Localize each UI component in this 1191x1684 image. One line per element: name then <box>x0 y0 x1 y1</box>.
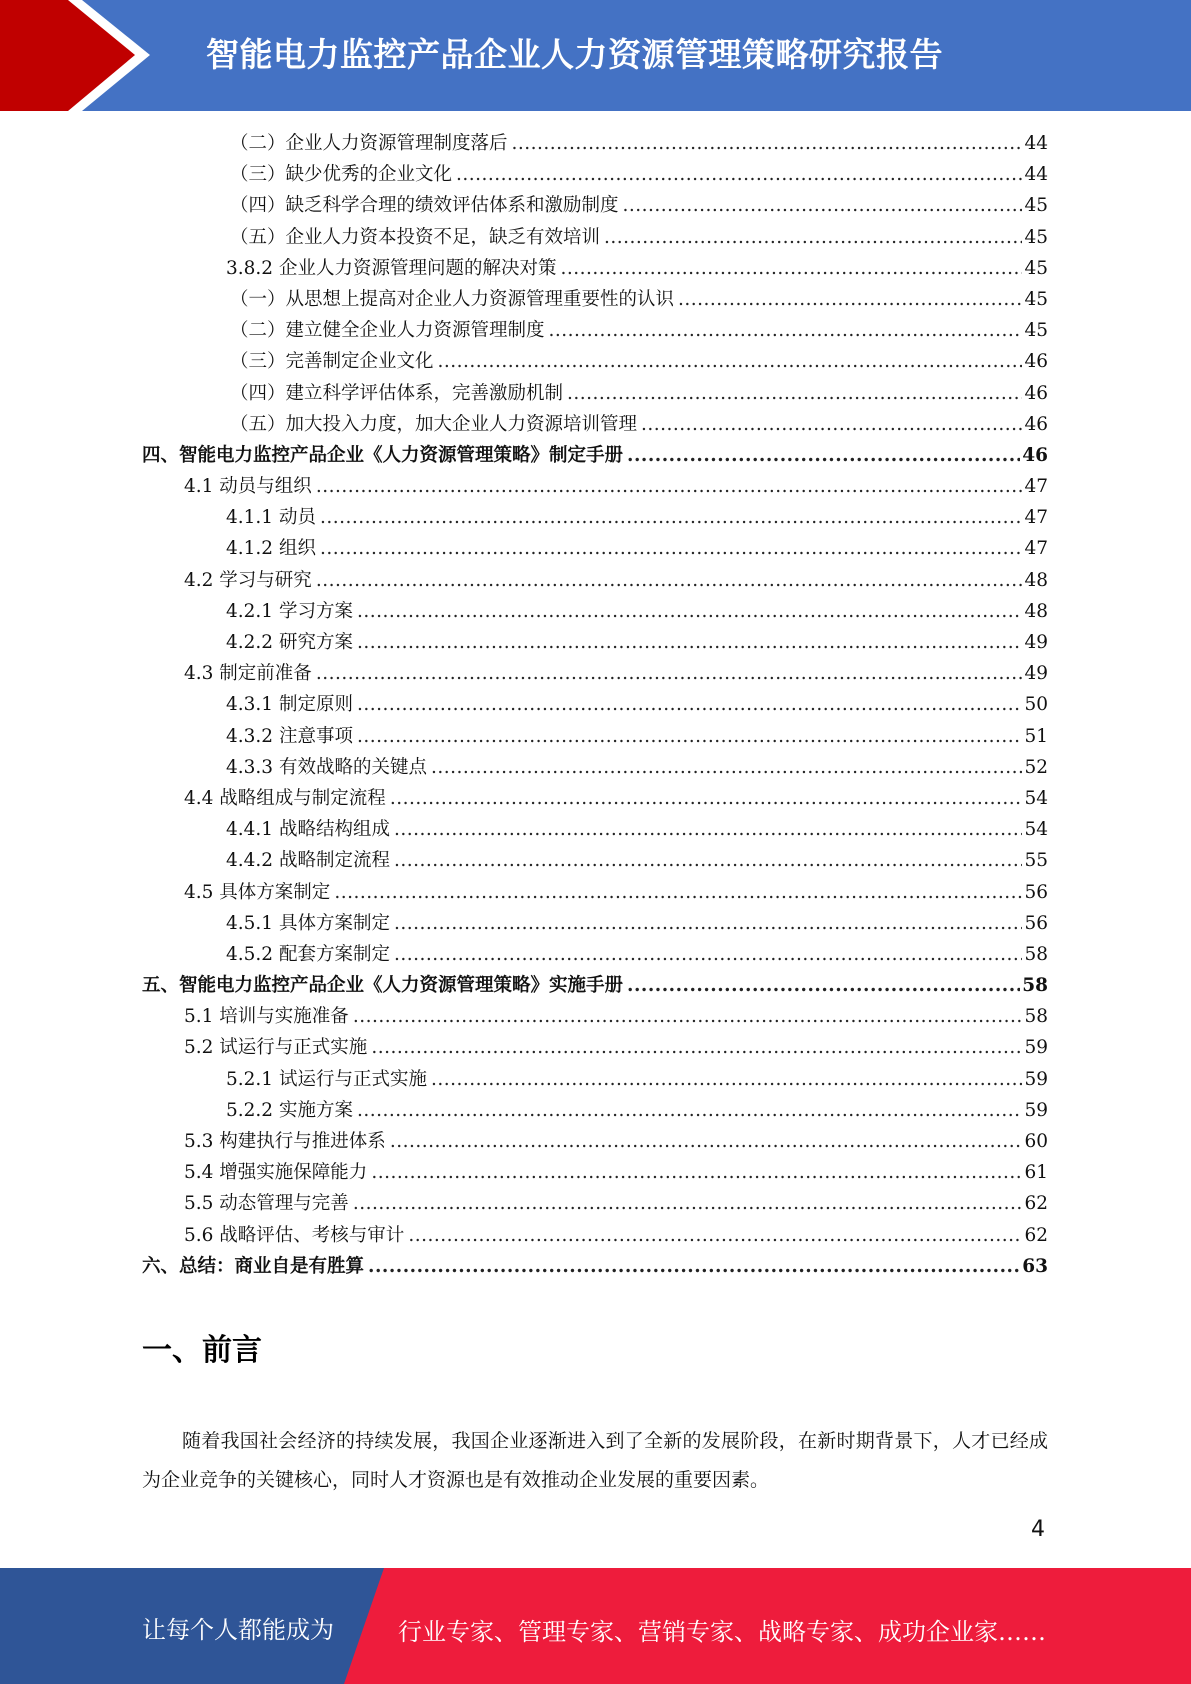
toc-entry-page: 50 <box>1024 694 1048 716</box>
toc-leader-dots <box>438 346 1023 377</box>
toc-entry-page: 45 <box>1024 320 1048 342</box>
toc-entry-title: （三）缺少优秀的企业文化 <box>230 164 453 186</box>
toc-entry-title: 4.5.1 具体方案制定 <box>226 912 390 934</box>
toc-leader-dots <box>368 1251 1020 1282</box>
toc-entry-page: 55 <box>1024 850 1048 872</box>
toc-entry-title: 3.8.2 企业人力资源管理问题的解决对策 <box>226 257 557 279</box>
toc-entry-page: 46 <box>1024 413 1048 435</box>
section-heading: 一、前言 <box>142 1333 262 1368</box>
toc-entry[interactable] <box>142 1001 1048 1032</box>
toc-entry[interactable] <box>142 627 1048 658</box>
toc-entry[interactable] <box>142 1188 1048 1219</box>
toc-entry-page: 60 <box>1024 1131 1048 1152</box>
toc-leader-dots <box>627 970 1020 1001</box>
toc-entry[interactable] <box>142 1032 1048 1063</box>
toc-leader-dots <box>371 1032 1022 1063</box>
toc-entry-page: 54 <box>1024 819 1048 841</box>
toc-entry[interactable] <box>142 814 1048 845</box>
toc-entry-page: 56 <box>1024 881 1048 903</box>
toc-leader-dots <box>353 1188 1023 1219</box>
toc-entry-page: 59 <box>1024 1068 1048 1090</box>
table-of-contents <box>142 128 1048 1282</box>
toc-entry-title: （一）从思想上提高对企业人力资源管理重要性的认识 <box>230 288 675 310</box>
toc-entry-page: 56 <box>1024 912 1048 934</box>
toc-entry[interactable] <box>142 502 1048 533</box>
toc-entry-title: 4.1.2 组织 <box>226 538 316 560</box>
toc-entry[interactable] <box>142 908 1048 939</box>
toc-entry-title: 4.3.2 注意事项 <box>226 725 353 747</box>
toc-entry-title: 5.2 试运行与正式实施 <box>184 1037 368 1059</box>
toc-leader-dots <box>604 222 1022 253</box>
toc-entry[interactable] <box>142 1064 1048 1095</box>
toc-entry[interactable] <box>142 1157 1048 1188</box>
toc-entry[interactable] <box>142 565 1048 596</box>
toc-leader-dots <box>408 1220 1022 1251</box>
toc-leader-dots <box>623 190 1023 221</box>
header-chevron-icon <box>0 0 140 111</box>
toc-entry-page: 49 <box>1024 632 1048 653</box>
toc-leader-dots <box>357 596 1023 627</box>
toc-entry[interactable] <box>142 752 1048 783</box>
toc-leader-dots <box>316 471 1023 502</box>
toc-entry-title: 5.4 增强实施保障能力 <box>184 1162 368 1184</box>
toc-entry[interactable] <box>142 533 1048 564</box>
toc-entry-page: 48 <box>1024 600 1048 622</box>
toc-entry-title: 4.2.2 研究方案 <box>226 632 353 653</box>
toc-entry[interactable] <box>142 253 1048 284</box>
toc-leader-dots <box>567 378 1022 409</box>
footer-slogan-right: 行业专家、管理专家、营销专家、战略专家、成功企业家…… <box>398 1618 1046 1646</box>
toc-entry-title: 4.3.3 有效战略的关键点 <box>226 756 427 778</box>
toc-entry-title: 5.6 战略评估、考核与审计 <box>184 1224 405 1246</box>
toc-entry[interactable] <box>142 1220 1048 1251</box>
toc-leader-dots <box>641 409 1022 440</box>
toc-entry-page: 59 <box>1024 1037 1048 1059</box>
toc-entry[interactable] <box>142 1126 1048 1157</box>
toc-entry-title: 4.3.1 制定原则 <box>226 694 353 716</box>
toc-entry-title: 四、智能电力监控产品企业《人力资源管理策略》制定手册 <box>142 444 624 466</box>
toc-entry-title: 4.1 动员与组织 <box>184 476 312 498</box>
toc-leader-dots <box>357 1095 1023 1126</box>
toc-entry-title: 4.4.1 战略结构组成 <box>226 819 390 841</box>
toc-leader-dots <box>357 689 1023 720</box>
toc-entry-page: 45 <box>1024 195 1048 217</box>
toc-entry-page: 45 <box>1024 288 1048 310</box>
toc-entry-title: 4.3 制定前准备 <box>184 663 312 685</box>
toc-entry-page: 46 <box>1022 444 1048 466</box>
toc-entry-title: 五、智能电力监控产品企业《人力资源管理策略》实施手册 <box>142 975 624 997</box>
toc-entry-page: 54 <box>1024 787 1048 809</box>
toc-entry-page: 51 <box>1024 725 1048 747</box>
toc-leader-dots <box>320 533 1023 564</box>
toc-entry-title: 4.4.2 战略制定流程 <box>226 850 390 872</box>
toc-leader-dots <box>549 315 1023 346</box>
toc-leader-dots <box>371 1157 1022 1188</box>
toc-entry-page: 44 <box>1024 164 1048 186</box>
toc-entry-title: 六、总结：商业自是有胜算 <box>142 1255 365 1277</box>
toc-leader-dots <box>334 877 1022 908</box>
toc-entry[interactable] <box>142 284 1048 315</box>
toc-entry[interactable] <box>142 222 1048 253</box>
toc-entry-title: 5.1 培训与实施准备 <box>184 1006 349 1028</box>
toc-leader-dots <box>394 845 1022 876</box>
toc-entry-title: （二）企业人力资源管理制度落后 <box>230 133 508 154</box>
toc-entry-page: 49 <box>1024 663 1048 685</box>
toc-entry[interactable] <box>142 721 1048 752</box>
page-footer <box>0 1568 1191 1684</box>
toc-entry-page: 45 <box>1024 257 1048 279</box>
toc-entry-title: 5.2.2 实施方案 <box>226 1099 353 1121</box>
toc-entry-page: 47 <box>1024 476 1048 498</box>
toc-entry-page: 58 <box>1024 943 1048 965</box>
toc-entry[interactable] <box>142 471 1048 502</box>
toc-leader-dots <box>357 627 1023 658</box>
toc-entry-page: 45 <box>1024 226 1048 248</box>
toc-entry-page: 59 <box>1024 1099 1048 1121</box>
toc-entry[interactable] <box>142 346 1048 377</box>
toc-entry[interactable] <box>142 159 1048 190</box>
toc-leader-dots <box>627 440 1020 471</box>
toc-entry[interactable] <box>142 1095 1048 1126</box>
toc-entry-page: 46 <box>1024 351 1048 373</box>
toc-entry[interactable] <box>142 315 1048 346</box>
toc-entry-page: 58 <box>1024 1006 1048 1028</box>
toc-leader-dots <box>431 752 1022 783</box>
toc-entry[interactable] <box>142 939 1048 970</box>
toc-entry-title: 4.1.1 动员 <box>226 507 316 529</box>
toc-leader-dots <box>316 658 1023 689</box>
toc-entry-page: 62 <box>1024 1224 1048 1246</box>
toc-entry-page: 44 <box>1024 133 1048 154</box>
body-paragraph: 随着我国社会经济的持续发展，我国企业逐渐进入到了全新的发展阶段，在新时期背景下，人才已经成为企业竞争的关键核心，同时人才资源也是有效推动企业发展的重要因素。 <box>142 1430 1048 1491</box>
toc-leader-dots <box>316 565 1023 596</box>
toc-entry-title: 5.3 构建执行与推进体系 <box>184 1131 386 1152</box>
toc-entry[interactable] <box>142 845 1048 876</box>
toc-leader-dots <box>320 502 1023 533</box>
toc-entry-title: 4.2.1 学习方案 <box>226 600 353 622</box>
toc-entry-title: 4.5 具体方案制定 <box>184 881 331 903</box>
page-number: 4 <box>1031 1517 1045 1542</box>
toc-leader-dots <box>390 783 1023 814</box>
report-title: 智能电力监控产品企业人力资源管理策略研究报告 <box>206 35 943 74</box>
toc-leader-dots <box>560 253 1022 284</box>
toc-entry-title: （五）企业人力资本投资不足，缺乏有效培训 <box>230 226 601 248</box>
toc-entry[interactable] <box>142 190 1048 221</box>
toc-entry-title: （四）缺乏科学合理的绩效评估体系和激励制度 <box>230 195 619 217</box>
toc-entry[interactable] <box>142 689 1048 720</box>
toc-entry-page: 47 <box>1024 538 1048 560</box>
toc-entry-title: 5.5 动态管理与完善 <box>184 1193 349 1215</box>
toc-leader-dots <box>394 908 1022 939</box>
toc-entry-title: （四）建立科学评估体系，完善激励机制 <box>230 382 564 404</box>
toc-entry[interactable] <box>142 378 1048 409</box>
toc-entry-page: 52 <box>1024 756 1048 778</box>
toc-entry-title: 5.2.1 试运行与正式实施 <box>226 1068 427 1090</box>
toc-leader-dots <box>394 939 1022 970</box>
toc-entry[interactable] <box>142 970 1048 1001</box>
toc-entry-page: 48 <box>1024 569 1048 591</box>
footer-slogan-left: 让每个人都能成为 <box>142 1616 334 1644</box>
toc-entry[interactable] <box>142 783 1048 814</box>
page-header <box>0 0 1191 111</box>
toc-leader-dots <box>512 128 1023 159</box>
toc-entry-title: 4.5.2 配套方案制定 <box>226 943 390 965</box>
toc-leader-dots <box>678 284 1022 315</box>
toc-entry-title: （二）建立健全企业人力资源管理制度 <box>230 320 545 342</box>
toc-entry-page: 63 <box>1022 1255 1048 1277</box>
toc-leader-dots <box>357 721 1023 752</box>
toc-entry-title: （三）完善制定企业文化 <box>230 351 434 373</box>
toc-entry-page: 46 <box>1024 382 1048 404</box>
toc-entry-title: （五）加大投入力度，加大企业人力资源培训管理 <box>230 413 638 435</box>
toc-entry-page: 58 <box>1022 975 1048 997</box>
toc-leader-dots <box>394 814 1022 845</box>
toc-entry[interactable] <box>142 877 1048 908</box>
toc-entry-page: 61 <box>1024 1162 1048 1184</box>
toc-entry-title: 4.2 学习与研究 <box>184 569 312 591</box>
toc-leader-dots <box>390 1126 1023 1157</box>
toc-entry[interactable] <box>142 440 1048 471</box>
toc-entry[interactable] <box>142 658 1048 689</box>
toc-entry[interactable] <box>142 596 1048 627</box>
toc-entry-page: 47 <box>1024 507 1048 529</box>
toc-entry[interactable] <box>142 1251 1048 1282</box>
toc-leader-dots <box>353 1001 1023 1032</box>
toc-leader-dots <box>456 159 1022 190</box>
toc-entry-title: 4.4 战略组成与制定流程 <box>184 787 386 809</box>
toc-entry[interactable] <box>142 128 1048 159</box>
toc-entry[interactable] <box>142 409 1048 440</box>
toc-leader-dots <box>431 1064 1022 1095</box>
toc-entry-page: 62 <box>1024 1193 1048 1215</box>
